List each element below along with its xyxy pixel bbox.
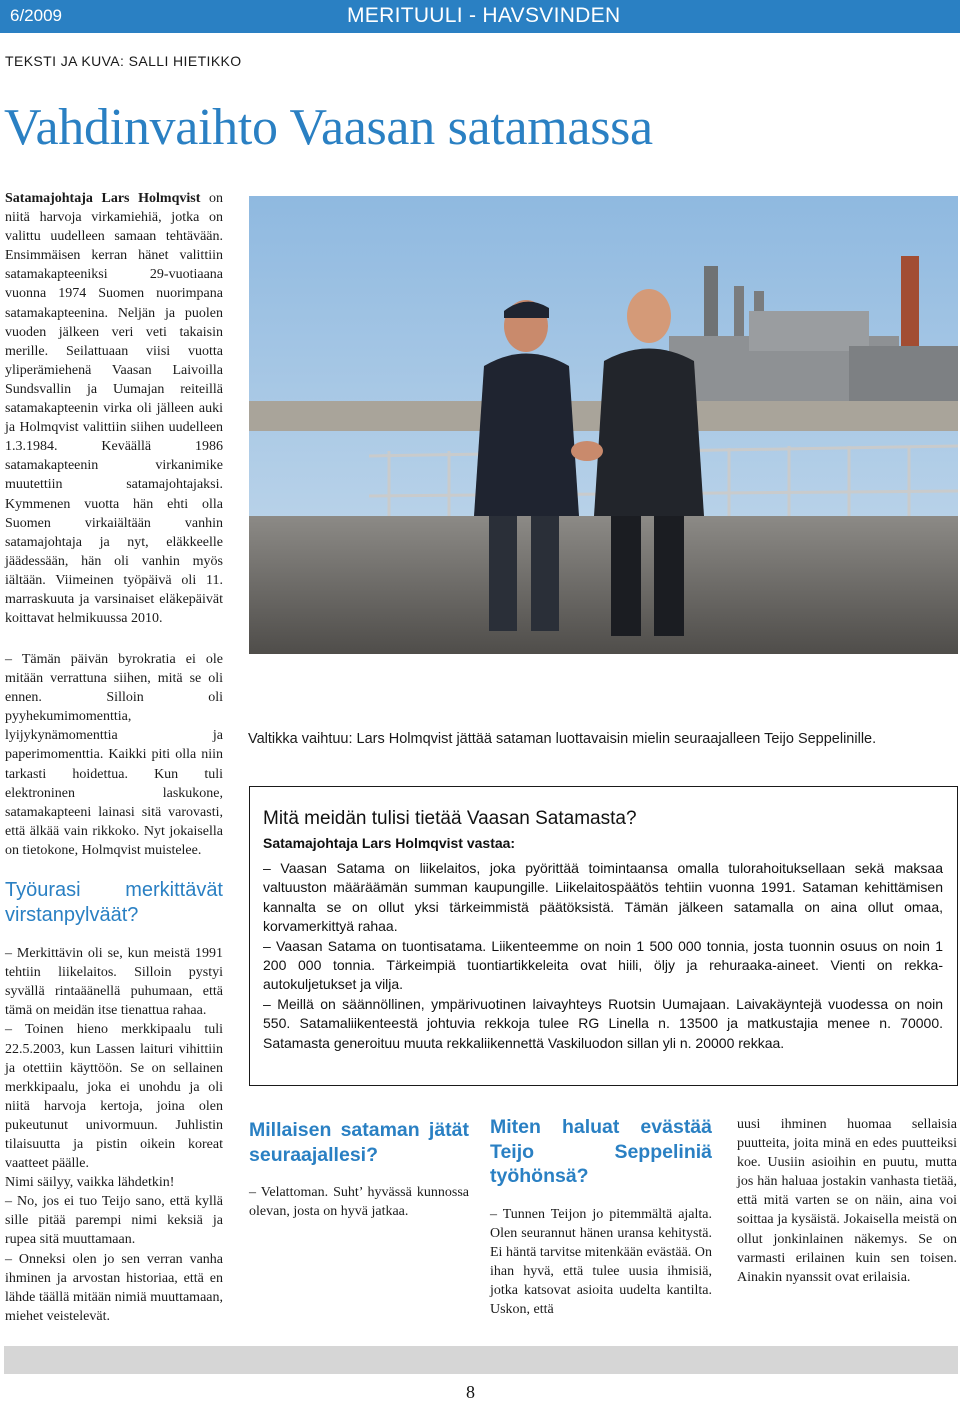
subhead-milestones: Työurasi merkittävät virstanpylväät? [5,879,223,927]
answer-advice-part-1: – Tunnen Teijon jo pitemmältä ajalta. Olen seurannut hänen uransa kehitystä. Ei häntä tarvitse mitenkään evästää. On ihan hyvä, että tulee uusia ihmisiä, jotka katsovat asioita uudelta kantilta. Uskon, että [490,1206,712,1317]
question-harbour-legacy: Millaisen sataman jätät seuraajallesi? [249,1119,469,1166]
answer-advice-part-2: uusi ihminen huomaa sellaisia puutteita, joita minä en edes puutteiksi koe. Uusiin asioihin en puutu, mutta jos hän haluaa jostakin vanhasta tietää, että mitä varten se on näin, aina voi soittaa ja kysäistä. Jokaisella meistä on ollut jonkinlainen näkemys. Se on varmasti erilainen kuin sen toisen. Ainakin nyanssit ovat erilaisia. [737,1117,957,1285]
magazine-name: MERITUULI - HAVSVINDEN [347,4,621,27]
factbox-paragraph-2: – Vaasan Satama on tuontisatama. Liikenteemme on noin 1 500 000 tonnia, josta tuonnin osuus on noin 1 200 000 tonnia. Tärkeimpiä tuontiartikkeleita ovat hiili, öljy ja rehuraaka-aineet. Vienti on rekka-autokuljetukset ja vilja. [263,937,943,993]
factbox-body [263,859,943,1053]
article-title: Vahdinvaihto Vaasan satamassa [4,99,653,156]
qa-column-2 [490,1115,712,1319]
question-advice: Miten haluat evästää Teijo Seppeliniä työhönsä? [490,1116,712,1187]
paragraph-bureaucracy: – Tämän päivän byrokratia ei ole mitään verrattuna siihen, mitä se oli ennen. Silloin oli pyyhekumimomenttia, lyijykynämomenttia ja paperimomenttia. Kaikki piti olla niin tarkasti hoidettua. Kun tuli elektroninen laskukone, satamakapteeni lainasi sitä varovasti, että älkää vain rikkoko. Nyt jokaisella on tietokone, Holmqvist muistelee. [5,652,223,858]
byline: TEKSTI JA KUVA: SALLI HIETIKKO [5,53,242,69]
photo-caption: Valtikka vaihtuu: Lars Holmqvist jättää sataman luottavaisin mielin seuraajalleen Teijo Seppelinille. [248,731,877,747]
factbox-paragraph-3: – Meillä on säännöllinen, ympärivuotinen laivayhteys Ruotsin Uumajaan. Laivakäyntejä vuodessa on noin 550. Satamaliikenteestä johtuvia rekkoja tulee RG Linella n. 13500 ja matkustajia menee n. 70000. Satamasta generoituu muuta rekkaliikennettä Vaskiluodon sillan yli n. 20000 rekkaa. [263,995,943,1051]
factbox-paragraph-1: – Vaasan Satama on liikelaitos, joka pyörittää toimintaansa omalla tulorahoituksellaan sekä maksaa valtuuston määräämän summan kaupungille. Liikelaitospäätös tehtiin vuonna 1991. Sataman kehittämisen kannalta se on ollut yksi tärkeimmistä päätöksistä. Tämän jälkeen satamalla on aina ollut omaa, korvamerkittyä rahaa. [263,860,943,935]
intro-paragraph: Satamajohtaja Lars Holmqvist on niitä harvoja virkamiehiä, jotka on valittu uudelleen samaan tehtävään. Ensimmäisen kerran hänet valittiin satamakapteeniksi 29-vuotiaana vuonna 1974 Suomen nuorimpana satamakapteenina. Neljän ja puolen vuoden jälkeen veri veti takaisin merille. Seilattuaan viisi vuotta yliperämiehenä Vaasan Laivoilla Sundsvallin ja Uumajan reiteillä satamakapteenin virka oli jälleen auki ja Holmqvist valittiin siihen uudelleen 1.3.1984. Keväällä 1986 satamakapteenin virkanimike muutettiin satamajohtajaksi. Kymmenen vuotta hän ehti olla Suomen virkaiältään vanhin satamajohtaja ja nyt, eläkkeelle jäädessään, hän oli vanhin myös iältään. Viimeinen työpäivä oli 11. marraskuuta ja varsinaiset eläkepäivät koittavat helmikuussa 2010. [5,191,223,627]
left-column-bottom [5,650,223,1326]
paragraph-milestone-1: – Merkittävin oli se, kun meistä 1991 tehtiin liikelaitos. Silloin pystyi syvällä rintaäänellä puhumaan, että tämä on meidän itse tienattua rahaa. [5,946,223,1019]
factbox-title: Mitä meidän tulisi tietää Vaasan Satamasta? [263,808,637,829]
paragraph-milestone-2: – Toinen hieno merkkipaalu tuli 22.5.2003, kun Lassen laituri vihittiin ja otettiin käyttöön. Se on sellainen merkkipaalu, joka ei unohdu ja oli niitä harvoja kertoja, joina olen pukeutunut univormuun. Juhlistin tilaisuutta ja pistin oikein koreat vaatteet päälle. [5,1022,223,1172]
paragraph-name-question: Nimi säilyy, vaikka lähdetkin! [5,1175,175,1191]
photo-illustration [249,196,958,654]
lead-name: Satamajohtaja Lars Holmqvist [5,191,201,206]
qa-column-1 [249,1118,469,1221]
footer-bar [4,1346,958,1374]
page-number: 8 [466,1382,475,1402]
paragraph-name-answer-1: – No, jos ei tuo Teijo sano, että kyllä sille pitää parempi nimi keksiä ja rupea sitä muuttamaan. [5,1194,223,1248]
issue-number: 6/2009 [10,6,62,25]
paragraph-name-answer-2: – Onneksi olen jo sen verran vanha ihminen ja arvostan historiaa, että en lähde täällä mitään nimiä muuttamaan, miehet veistelevät. [5,1251,223,1324]
answer-harbour-legacy: – Velattoman. Suht’ hyvässä kunnossa olevan, josta on hyvä jatkaa. [249,1185,469,1220]
photo-handshake [249,196,958,654]
factbox-subtitle: Satamajohtaja Lars Holmqvist vastaa: [263,835,516,851]
left-column-top [5,189,223,628]
qa-column-3 [737,1115,957,1287]
